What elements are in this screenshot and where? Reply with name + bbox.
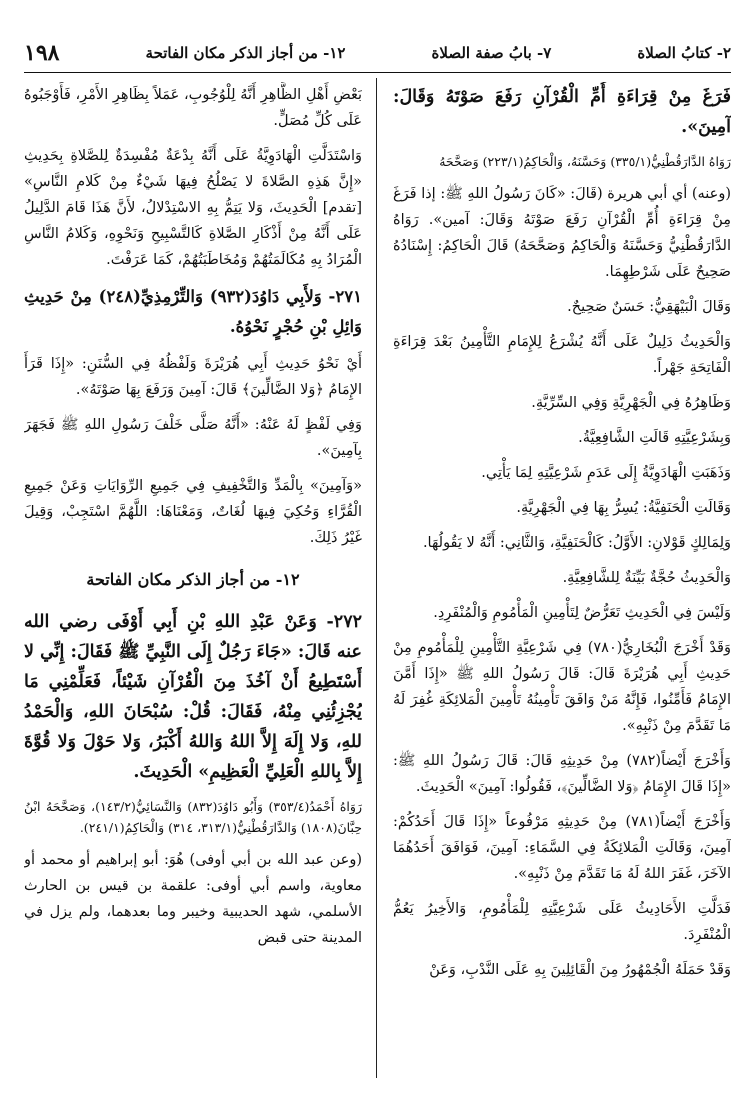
paragraph: «وَآمِينَ» بِالْمَدِّ وَالتَّخْفِيفِ فِي جَمِيعِ الرِّوَايَاتِ وَعَنْ جَمِيعِ الْقُرَّاءِ وَحُكِيَ فِيهَا لُغَاتٌ، وَمَعْنَاهَا: اللَّهُمَّ اسْتَجِبْ، وَقِيلَ غَيْرُ ذَلِكَ.: [24, 478, 362, 546]
paragraph: (وعنه) أي أبي هريرة (قَالَ: «كَانَ رَسُولُ اللهِ ﷺ: إذا فَرَغَ مِنْ قِرَاءَةِ أُمِّ الْقُرْآنِ رَفَعَ صَوْتَهُ وَقَالَ: آمين». رَوَاهُ الدَّارَقُطْنِيُّ وَحَسَّنَهُ وَالْحَاكِمُ وَصَحَّحَهُ) قَالَ الْحَاكِمُ: إِسْنَادُهُ صَحِيحٌ عَلَى شَرْطِهِمَا.: [393, 186, 731, 280]
page-number: ١٩٨: [24, 40, 60, 66]
running-header: [24, 38, 731, 68]
paragraph: وَأَخْرَجَ أَيْضاً(٧٨٢) مِنْ حَدِيثِهِ قَالَ: قَالَ رَسُولُ اللهِ ﷺ: «إِذَا قَالَ الإِمَامُ ﴿وَلا الضَّالِّينَ﴾، فَقُولُوا: آمِينَ» الْحَدِيثَ.: [393, 753, 731, 795]
paragraph: وَقَدْ أَخْرَجَ الْبُخَارِيُّ(٧٨٠) فِي شَرْعِيَّةِ التَّأْمِينِ لِلْمَأْمُومِ مِنْ حَدِيثِ أَبِي هُرَيْرَةَ قَالَ: قَالَ رَسُولُ اللهِ ﷺ «إِذَا أَمَّنَ الإِمَامُ فَأَمِّنُوا، فَإِنَّهُ مَنْ وَافَقَ تَأْمِينُهُ تَأْمِينَ الْمَلائِكَةِ غُفِرَ لَهُ مَا تَقَدَّمَ مِنْ ذَنْبِهِ».: [393, 640, 731, 734]
hadith-text: ٢٧٢- وَعَنْ عَبْدِ اللهِ بْنِ أَبِي أَوْفَى رضي الله عنه قَالَ: «جَاءَ رَجُلٌ إِلَى النَّبِيِّ ﷺ فَقَالَ: إِنِّي لا أَسْتَطِيعُ أَنْ آخُذَ مِنَ الْقُرْآنِ شَيْئاً، فَعَلِّمْنِي مَا يُجْزِئُنِي مِنْهُ، فَقَالَ: قُلْ: سُبْحَانَ اللهِ، وَالْحَمْدُ للهِ، وَلا إِلَهَ إِلاَّ اللهُ وَاللهُ أَكْبَرُ، وَلا حَوْلَ وَلا قُوَّةَ إِلاَّ بِاللهِ الْعَلِيِّ الْعَظِيمِ» الْحَدِيثَ.: [24, 612, 362, 782]
paragraph: وَظَاهِرُهُ فِي الْجَهْرِيَّةِ وَفِي السِّرِّيَّةِ.: [531, 395, 731, 411]
paragraph: وَفِي لَفْظٍ لَهُ عَنْهُ: «أَنَّهُ صَلَّى خَلْفَ رَسُولِ اللهِ ﷺ فَجَهَرَ بِآمِينَ».: [24, 417, 362, 459]
paragraph: أَيْ نَحْوُ حَدِيثِ أَبِي هُرَيْرَةَ وَلَفْظُهُ فِي السُّنَنِ: «إِذَا قَرَأَ الإِمَامُ ﴿وَلا الضَّالِّينَ﴾ قَالَ: آمِينَ وَرَفَعَ بِهَا صَوْتَهُ».: [24, 356, 362, 398]
paragraph: وَذَهَبَتِ الْهَادَوِيَّةُ إِلَى عَدَمِ شَرْعِيَّتِهِ لِمَا يَأْتِي.: [481, 465, 731, 481]
header-rule: [24, 72, 731, 73]
paragraph: وَبِشَرْعِيَّتِهِ قَالَتِ الشَّافِعِيَّةُ.: [578, 430, 731, 446]
source-reference: رَوَاهُ الدَّارَقُطْنِيُّ(٣٣٥/١) وَحَسَّنَهُ، وَالْحَاكِمُ(٢٢٣/١) وَصَحَّحَهُ: [439, 154, 731, 169]
paragraph: وَلَيْسَ فِي الْحَدِيثِ تَعَرُّضٌ لِتَأْمِينِ الْمَأْمُومِ وَالْمُنْفَرِدِ.: [433, 605, 731, 621]
paragraph: وَالْحَدِيثُ دَلِيلٌ عَلَى أَنَّهُ يُشْرَعُ لِلإِمَامِ التَّأْمِينُ بَعْدَ قِرَاءَةِ الْفَاتِحَةِ جَهْراً.: [393, 334, 731, 376]
paragraph: وَاسْتَدَلَّتِ الْهَادَوِيَّةُ عَلَى أَنَّهُ بِدْعَةٌ مُفْسِدَةٌ لِلصَّلاةِ بِحَدِيثِ «إِنَّ هَذِهِ الصَّلاةَ لا يَصْلُحُ فِيهَا شَيْءٌ مِنْ كَلامِ النَّاسِ» [تقدم] الْحَدِيثَ، وَلا يَتِمُّ بِهِ الاسْتِدْلالُ، لأَنَّ هَذَا قَامَ الدَّلِيلُ عَلَى أَنَّهُ مِنْ أَذْكَارِ الصَّلاةِ كَالتَّسْبِيحِ وَنَحْوِهِ، وَكَلامُ النَّاسِ الْمُرَادُ بِهِ مُكَالَمَتُهُمْ وَمُخَاطَبَتُهُمْ، كَمَا عَرَفْتَ.: [24, 148, 362, 268]
paragraph: بَعْضِ أَهْلِ الظَّاهِرِ أَنَّهُ لِلْوُجُوبِ، عَمَلاً بِظَاهِرِ الأَمْرِ، فَأَوْجَبُوهُ عَلَى كُلِّ مُصَلٍّ.: [24, 87, 362, 129]
paragraph: وَقَالَ الْبَيْهَقِيُّ: حَسَنٌ صَحِيحٌ.: [567, 299, 731, 315]
paragraph: وَالْحَدِيثُ حُجَّةٌ بَيِّنَةٌ لِلشَّافِعِيَّةِ.: [562, 570, 731, 586]
paragraph: (وعن عبد الله بن أبي أوفى) هُوَ: أبو إبراهيم أو محمد أو معاوية، واسم أبي أوفى: علقمة بن قيس بن الحارث الأسلمي، شهد الحديبية وخيبر وما بعدهما، ولم يزل في المدينة حتى قبض: [24, 852, 362, 946]
left-column: [24, 82, 362, 1082]
paragraph: وَأَخْرَجَ أَيْضاً(٧٨١) مِنْ حَدِيثِهِ مَرْفُوعاً «إِذَا قَالَ أَحَدُكُمْ: آمِينَ، وَقَالَتِ الْمَلائِكَةُ فِي السَّمَاءِ: آمِينَ، فَوَافَقَ أَحَدُهُمَا الآخَرَ، غَفَرَ اللهُ لَهُ مَا تَقَدَّمَ مِنْ ذَنْبِهِ».: [393, 814, 731, 882]
right-column: [393, 82, 731, 1082]
paragraph: وَقَالَتِ الْحَنَفِيَّةُ: يُسِرُّ بِهَا فِي الْجَهْرِيَّةِ.: [516, 500, 731, 516]
hadith-number-heading: ٢٧١- وَلأَبِي دَاوُدَ(٩٣٢) وَالتِّرْمِذِيِّ(٢٤٨) مِنْ حَدِيثِ وَائِلِ بْنِ حُجْرٍ نَحْوُهُ.: [24, 287, 362, 336]
hadith-text: فَرَغَ مِنْ قِرَاءَةِ أُمِّ الْقُرْآنِ رَفَعَ صَوْتَهُ وَقَالَ: آمِينَ».: [393, 87, 731, 137]
header-book-title: ٢- كتابُ الصلاة: [637, 44, 731, 62]
source-reference: رَوَاهُ أَحْمَدُ(٣٥٣/٤) وَأَبُو دَاوُدَ(٨٣٢) وَالنَّسَائِيُّ(١٤٣/٢)، وَصَحَّحَهُ ابْنُ حِبَّانَ(١٨٠٨) وَالدَّارَقُطْنِيُّ(٣١٣/١، ٣١٤) وَالْحَاكِمُ(٢٤١/١).: [24, 799, 362, 835]
paragraph: وَقَدْ حَمَلَهُ الْجُمْهُورُ مِنَ الْقَائِلِينَ بِهِ عَلَى النَّدْبِ، وَعَنْ: [429, 962, 731, 978]
header-chapter-title: ٧- بابُ صفة الصلاة: [431, 44, 552, 62]
section-heading: ١٢- من أجاز الذكر مكان الفاتحة: [86, 570, 300, 589]
column-divider: [376, 78, 377, 1078]
paragraph: وَلِمَالِكٍ قَوْلانِ: الأَوَّلُ: كَالْحَنَفِيَّةِ، وَالثَّانِي: أَنَّهُ لا يَقُولُهَا.: [422, 535, 731, 551]
header-section-title: ١٢- من أجاز الذكر مكان الفاتحة: [145, 44, 346, 62]
paragraph: فَدَلَّتِ الأَحَادِيثُ عَلَى شَرْعِيَّتِهِ لِلْمَأْمُومِ، وَالأَخِيرُ يَعُمُّ الْمُنْفَرِدَ.: [393, 901, 731, 943]
